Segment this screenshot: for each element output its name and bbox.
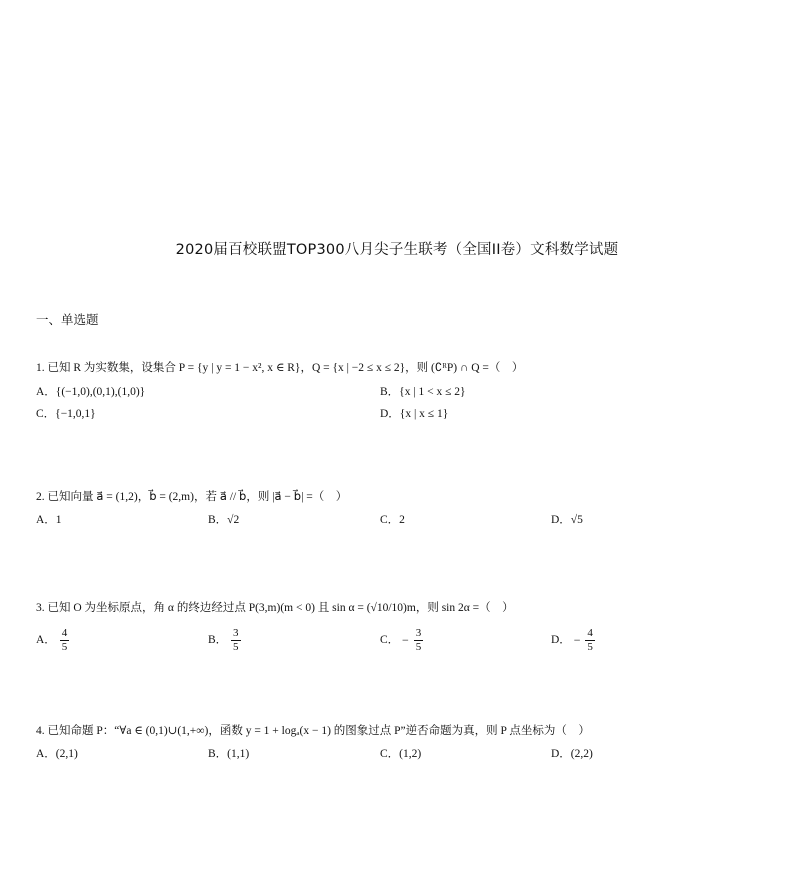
question-1-option-a: A．{(−1,0),(0,1),(1,0)} xyxy=(36,386,146,398)
document-title: 2020届百校联盟TOP300八月尖子生联考（全国II卷）文科数学试题 xyxy=(175,242,619,258)
question-4-option-c: C．(1,2) xyxy=(380,748,422,760)
question-3-option-d xyxy=(551,627,596,654)
question-2-option-c: C．2 xyxy=(380,514,405,526)
minus-sign: − xyxy=(573,633,581,647)
question-3-option-a xyxy=(36,627,70,654)
question-1-option-b: B．{x | 1 < x ≤ 2} xyxy=(380,386,466,398)
denominator: 5 xyxy=(61,641,68,653)
option-label: A． xyxy=(36,634,56,647)
question-4-option-a: A．(2,1) xyxy=(36,748,78,760)
fraction xyxy=(60,627,70,654)
question-2-option-d: D．√5 xyxy=(551,514,583,526)
question-1-option-d: D．{x | x ≤ 1} xyxy=(380,408,449,420)
question-1-stem: 1. 已知 R 为实数集，设集合 P = {y | y = 1 − x², x ∈ R}，Q = {x | −2 ≤ x ≤ 2}，则 (∁ᴿP) ∩ Q =（ ） xyxy=(36,362,524,374)
section-heading: 一、单选题 xyxy=(36,312,99,327)
numerator: 4 xyxy=(587,627,593,639)
minus-sign: − xyxy=(402,633,409,647)
question-1-option-c: C．{−1,0,1} xyxy=(36,408,96,420)
question-2-stem: 2. 已知向量 a⃗ = (1,2)，b⃗ = (2,m)，若 a⃗ // b⃗，则 |a⃗ − b⃗| =（ ） xyxy=(36,491,348,503)
question-2-option-b: B．√2 xyxy=(208,514,240,526)
question-3-option-b xyxy=(208,627,242,654)
denominator: 5 xyxy=(415,641,422,653)
fraction xyxy=(414,627,424,654)
option-label: C． xyxy=(380,634,400,647)
question-4-option-d: D．(2,2) xyxy=(551,748,593,760)
question-3-option-c xyxy=(380,627,424,654)
numerator: 3 xyxy=(415,627,422,639)
fraction xyxy=(585,627,595,654)
denominator: 5 xyxy=(587,641,593,653)
numerator: 3 xyxy=(233,627,239,639)
denominator: 5 xyxy=(233,641,239,653)
numerator: 4 xyxy=(61,627,68,639)
question-3-stem: 3. 已知 O 为坐标原点，角 α 的终边经过点 P(3,m)(m < 0) 且 sin α = (√10/10)m，则 sin 2α =（ ） xyxy=(36,602,514,614)
question-2-option-a: A．1 xyxy=(36,514,62,526)
fraction xyxy=(231,627,241,654)
question-4-stem: 4. 已知命题 P：“∀a ∈ (0,1)∪(1,+∞)，函数 y = 1 + logₐ(x − 1) 的图象过点 P”逆否命题为真，则 P 点坐标为（ ） xyxy=(36,725,590,737)
option-label: D． xyxy=(551,634,571,647)
question-4-option-b: B．(1,1) xyxy=(208,748,250,760)
option-label: B． xyxy=(208,634,228,647)
